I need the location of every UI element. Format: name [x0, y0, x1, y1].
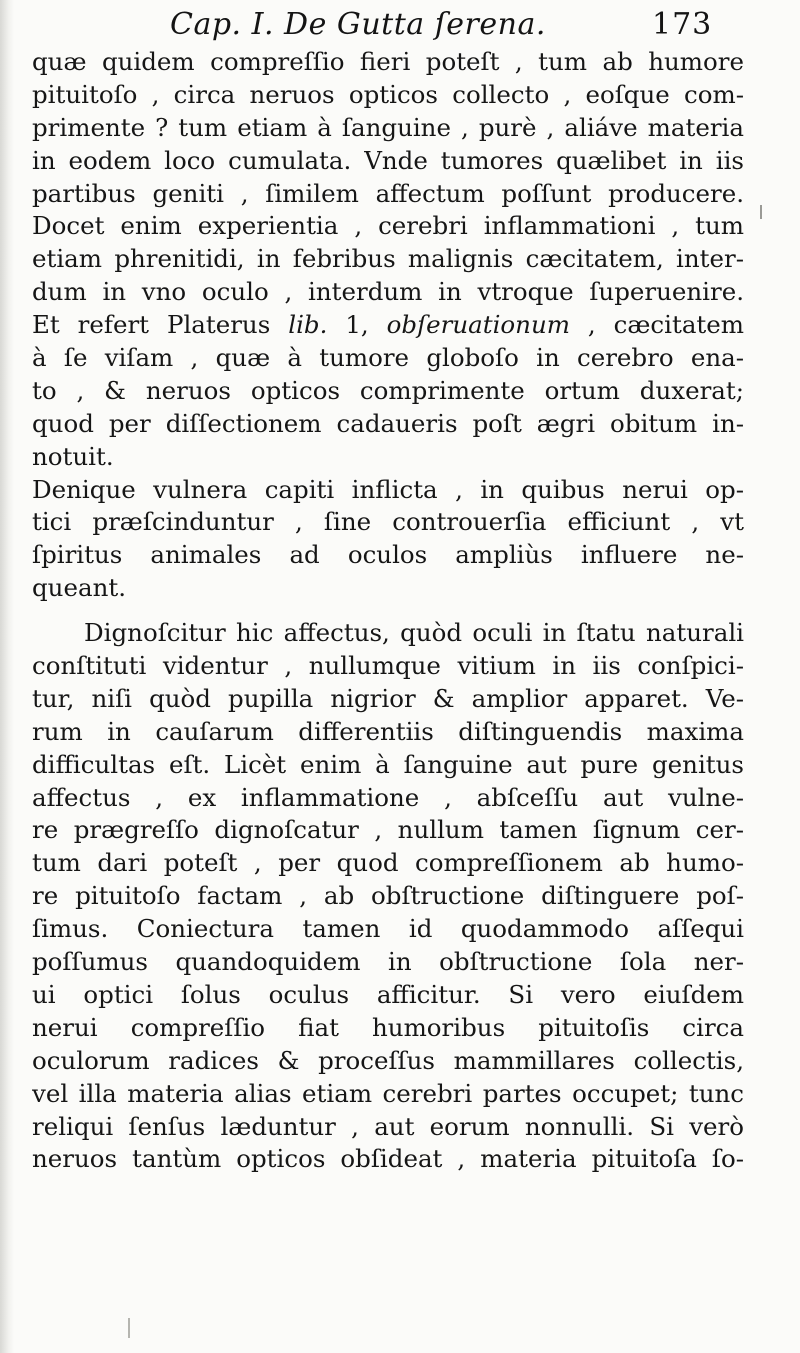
- text-line: quod per diſſectionem cadaueris poſt ægri obitum in-: [32, 408, 744, 438]
- text-line: queant.: [32, 573, 126, 603]
- text-line: affectus , ex inflammatione , abſceſſu aut vulne-: [32, 782, 744, 812]
- text-line: tur, niſi quòd pupilla nigrior & amplior apparet. Ve-: [32, 683, 744, 713]
- chapter-title: Cap. I. De Gutta ſerena.: [170, 7, 546, 42]
- text-segment: , cæcitatem: [569, 310, 744, 340]
- running-head: [170, 4, 730, 46]
- text-line: [32, 309, 744, 342]
- text-line: neruos tantùm opticos obſideat , materia pituitoſa ſo-: [32, 1144, 744, 1174]
- text-line: Dignoſcitur hic affectus, quòd oculi in ſtatu naturali: [84, 618, 744, 648]
- text-line: re pituitoſo factam , ab obſtructione diſtinguere poſ-: [32, 881, 744, 911]
- text-line: nerui compreſſio fiat humoribus pituitoſis circa: [32, 1012, 744, 1042]
- margin-mark: [760, 205, 762, 219]
- body-text: [32, 46, 744, 1176]
- page-number: 173: [652, 7, 713, 42]
- text-line: dum in vno oculo , interdum in vtroque ſuperuenire.: [32, 277, 744, 307]
- text-line: à ſe viſam , quæ à tumore globoſo in cerebro ena-: [32, 343, 744, 373]
- text-line: quæ quidem compreſſio fieri poteſt , tum ab humore: [32, 47, 744, 76]
- text-line: pituitoſo , circa neruos opticos collecto , eoſque com-: [32, 79, 744, 109]
- text-line: ui optici ſolus oculus afficitur. Si vero eiuſdem: [32, 979, 744, 1009]
- text-line: in eodem loco cumulata. Vnde tumores quælibet in iis: [32, 145, 744, 175]
- text-line: re prægreſſo dignoſcatur , nullum tamen ſignum cer-: [32, 815, 744, 845]
- italic-citation: lib.: [288, 310, 328, 340]
- text-segment: 1,: [327, 310, 387, 340]
- text-line: oculorum radices & proceſſus mammillares collectis,: [32, 1045, 744, 1075]
- text-line: poſſumus quandoquidem in obſtructione ſola ner-: [32, 947, 744, 977]
- text-line: tum dari poteſt , per quod compreſſionem ab humo-: [32, 848, 744, 878]
- text-line: rum in cauſarum differentiis diſtinguendis maxima: [32, 716, 744, 746]
- text-line: conſtituti videntur , nullumque vitium in iis conſpici-: [32, 651, 744, 681]
- text-line: difficultas eſt. Licèt enim à ſanguine aut pure genitus: [32, 749, 744, 779]
- text-line: to , & neruos opticos comprimente ortum duxerat;: [32, 375, 744, 405]
- text-line: tici præſcinduntur , ſine controuerſia efficiunt , vt: [32, 507, 744, 537]
- text-line: ſimus. Coniectura tamen id quodammodo aſſequi: [32, 914, 744, 944]
- text-line: Denique vulnera capiti inflicta , in quibus nerui op-: [32, 474, 744, 504]
- text-line: partibus geniti , ſimilem affectum poſſunt producere.: [32, 178, 744, 208]
- text-line: vel illa materia alias etiam cerebri partes occupet; tunc: [32, 1078, 744, 1108]
- text-line: etiam phrenitidi, in febribus malignis cæcitatem, inter-: [32, 244, 744, 274]
- text-line: ſpiritus animales ad oculos ampliùs influere ne-: [32, 540, 744, 570]
- text-line: Docet enim experientia , cerebri inflammationi , tum: [32, 211, 744, 241]
- text-segment: Et refert Platerus: [32, 310, 289, 340]
- italic-citation: obſeruationum: [386, 310, 570, 340]
- page-gutter-shadow: [0, 0, 14, 1353]
- margin-mark: [128, 1318, 130, 1338]
- text-line: reliqui ſenſus læduntur , aut eorum nonnulli. Si verò: [32, 1111, 744, 1141]
- text-line: notuit.: [32, 441, 114, 471]
- text-line: primente ? tum etiam à ſanguine , purè , aliáve materia: [32, 112, 744, 142]
